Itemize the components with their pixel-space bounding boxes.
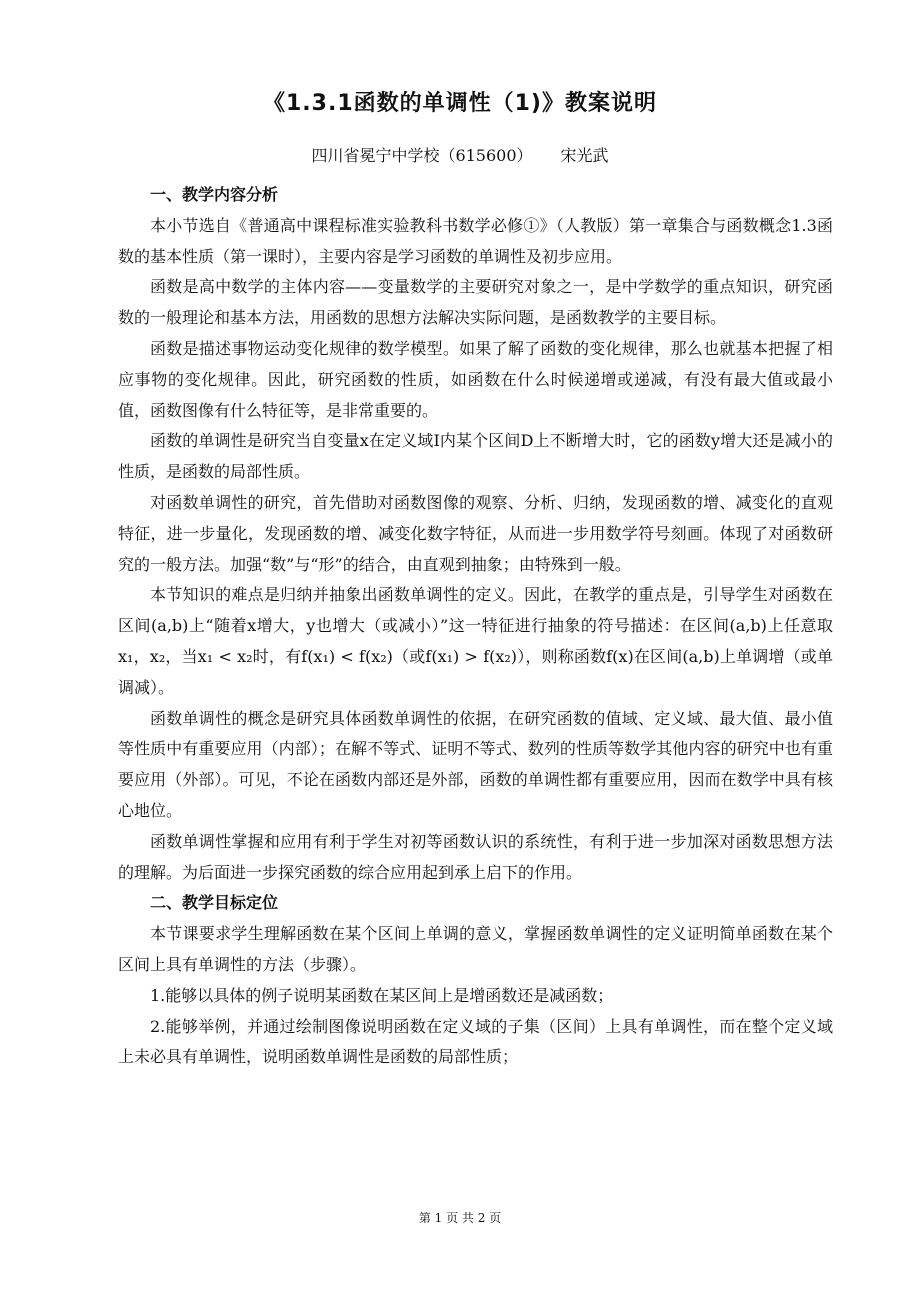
author-name: 宋光武 xyxy=(560,146,609,165)
paragraph: 本节课要求学生理解函数在某个区间上单调的意义，掌握函数单调性的定义证明简单函数在某个区间上具有单调性的方法（步骤）。 xyxy=(118,924,833,974)
page-footer: 第 1 页 共 2 页 xyxy=(418,1211,502,1225)
paragraph: 对函数单调性的研究，首先借助对函数图像的观察、分析、归纳，发现函数的增、减变化的直观特征，进一步量化，发现函数的增、减变化数字特征，从而进一步用数学符号刻画。体现了对函数研究的一般方法。加强“数”与“形”的结合，由直观到抽象；由特殊到一般。 xyxy=(118,492,833,574)
document-body xyxy=(118,180,833,1073)
list-item: 1.能够以具体的例子说明某函数在某区间上是增函数还是减函数； xyxy=(150,985,614,1005)
document-title: 《1.3.1函数的单调性（1)》教案说明 xyxy=(262,91,657,116)
paragraph: 函数单调性的概念是研究具体函数单调性的依据，在研究函数的值域、定义域、最大值、最小值等性质中有重要应用（内部）；在解不等式、证明不等式、数列的性质等数学其他内容的研究中也有重要应用（外部）。可见，不论在函数内部还是外部，函数的单调性都有重要应用，因而在数学中具有核心地位。 xyxy=(118,708,833,820)
section-heading-teaching-goals: 二、教学目标定位 xyxy=(150,893,279,913)
list-item: 2.能够举例，并通过绘制图像说明函数在定义域的子集（区间）上具有单调性，而在整个定义域上未必具有单调性，说明函数单调性是函数的局部性质； xyxy=(118,1016,833,1067)
paragraph: 本节知识的难点是归纳并抽象出函数单调性的定义。因此，在教学的重点是，引导学生对函数在区间(a,b)上“随着x增大，y也增大（或减小）”这一特征进行抽象的符号描述：在区间(a,b)上任意取x₁，x₂，当x₁ < x₂时，有f(x₁) < f(x₂)（或f(x₁) > f(x₂)），则称函数f(x)在区间(a,b)上单调增（或单调减）。 xyxy=(118,585,833,697)
school-name: 四川省冕宁中学校（615600） xyxy=(311,146,533,165)
paragraph: 函数是高中数学的主体内容——变量数学的主要研究对象之一，是中学数学的重点知识，研究函数的一般理论和基本方法，用函数的思想方法解决实际问题，是函数教学的主要目标。 xyxy=(118,277,833,328)
paragraph: 本小节选自《普通高中课程标准实验教科书数学必修①》（人教版）第一章集合与函数概念1.3函数的基本性质（第一课时），主要内容是学习函数的单调性及初步应用。 xyxy=(118,215,833,266)
section-heading-content-analysis: 一、教学内容分析 xyxy=(150,185,279,204)
paragraph: 函数是描述事物运动变化规律的数学模型。如果了解了函数的变化规律，那么也就基本把握了相应事物的变化规律。因此，研究函数的性质，如函数在什么时候递增或递减，有没有最大值或最小值，函数图像有什么特征等，是非常重要的。 xyxy=(118,338,833,420)
byline xyxy=(0,143,920,166)
paragraph: 函数单调性掌握和应用有利于学生对初等函数认识的系统性，有利于进一步加深对函数思想方法的理解。为后面进一步探究函数的综合应用起到承上启下的作用。 xyxy=(118,831,833,882)
paragraph: 函数的单调性是研究当自变量x在定义域I内某个区间D上不断增大时，它的函数y增大还是减小的性质，是函数的局部性质。 xyxy=(118,431,833,482)
